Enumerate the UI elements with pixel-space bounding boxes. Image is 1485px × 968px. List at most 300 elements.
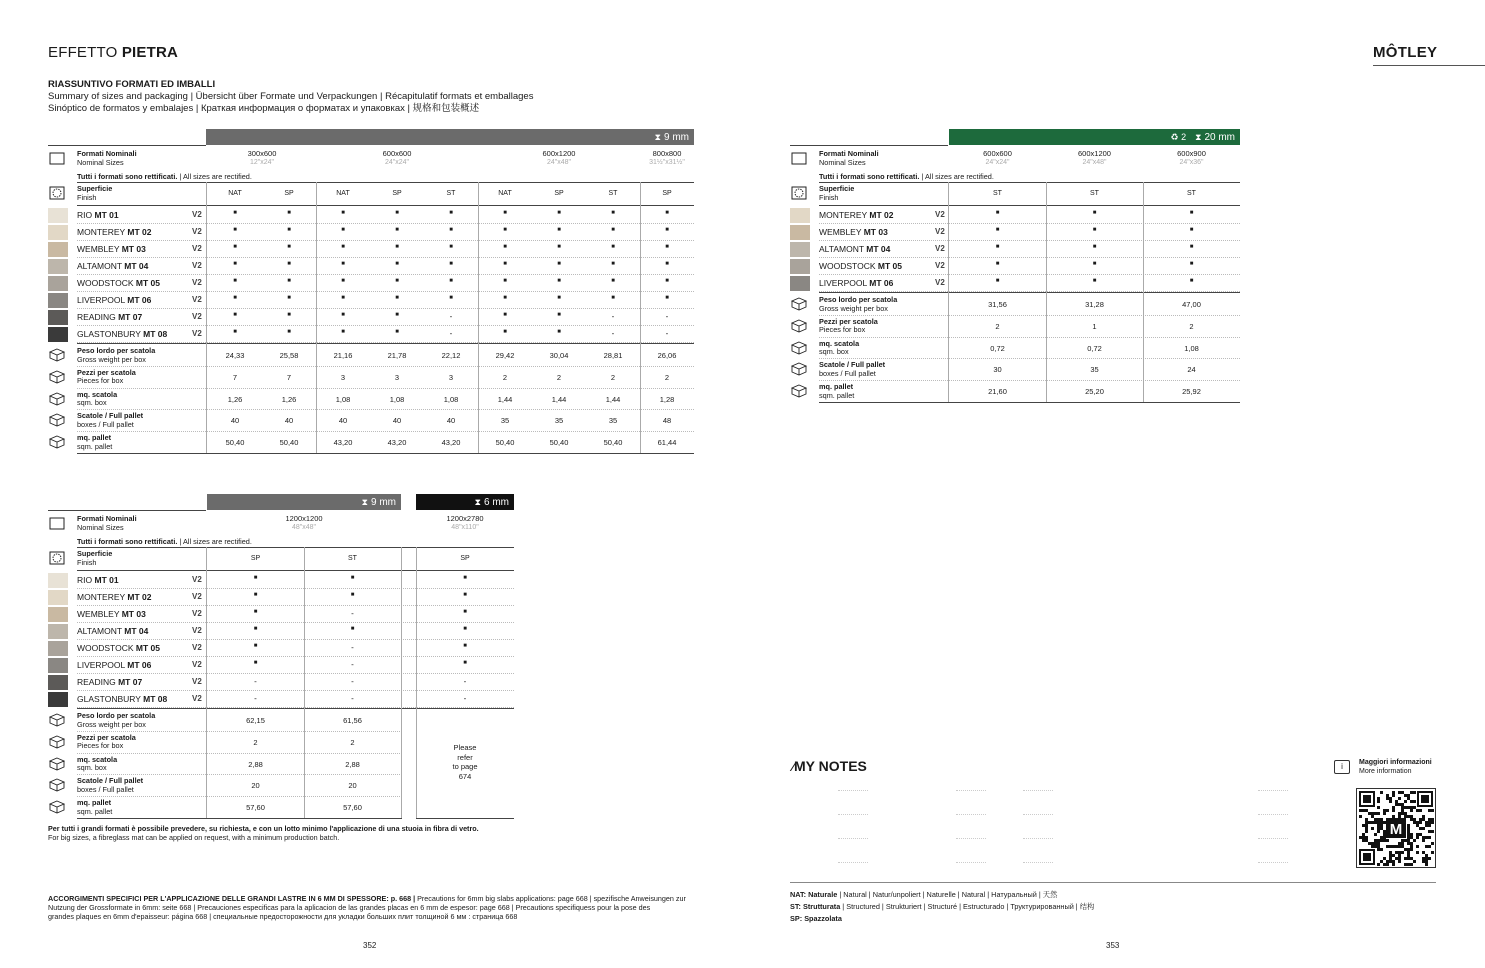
pack-value: 1,44 (605, 394, 621, 404)
pack-value: 1,26 (281, 394, 297, 404)
rectified-note: Tutti i formati sono rettificati. | All sizes are rectified. (77, 537, 252, 546)
pack-value: 61,44 (657, 438, 677, 448)
v2-label: V2 (192, 575, 202, 584)
availability-mark: ■ (503, 329, 507, 335)
color-swatch (48, 641, 68, 656)
size-inch: 48"x48" (291, 523, 317, 531)
v2-label: V2 (192, 227, 202, 236)
my-notes-title: ∕MY NOTES (792, 758, 867, 774)
pack-value: 50,40 (603, 438, 623, 448)
pack-value: 62,15 (246, 716, 265, 725)
thickness-icon: ⧗ (1195, 131, 1202, 142)
pack-value: 1,28 (659, 394, 675, 404)
availability-mark: ■ (341, 312, 345, 318)
availability-mark: ■ (287, 227, 291, 233)
availability-mark: - (351, 677, 354, 686)
pack-value: 40 (446, 416, 456, 426)
availability-mark: ■ (395, 227, 399, 233)
row-divider (77, 622, 514, 623)
divider (790, 145, 948, 146)
v2-label: V2 (192, 677, 202, 686)
availability-mark: ■ (1092, 261, 1097, 267)
product-name: MONTEREY MT 02 (77, 592, 152, 602)
pack-value: 31,28 (1085, 300, 1104, 309)
divider (1373, 65, 1485, 66)
pack-value: 50,40 (549, 438, 569, 448)
row-divider (77, 605, 514, 606)
pack-value: 24 (1187, 365, 1196, 375)
color-swatch (790, 276, 810, 291)
row-divider (77, 257, 694, 258)
pack-label: Peso lordo per scatola Gross weight per box (77, 346, 156, 364)
page-title: EFFETTO PIETRA (48, 44, 179, 61)
row-divider (77, 774, 402, 775)
availability-mark: ■ (449, 244, 453, 250)
pack-label: Pezzi per scatola Pieces for box (77, 732, 136, 751)
availability-mark: ■ (503, 210, 507, 216)
availability-mark: ■ (611, 244, 615, 250)
pack-label: Scatole / Full pallet boxes / Full pallet (77, 411, 144, 429)
v2-label: V2 (192, 694, 202, 703)
finish-code: ST (446, 190, 456, 197)
availability-mark: ■ (341, 210, 345, 216)
thickness-icon: ⧗ (654, 131, 661, 142)
size-mm: 800x800 (652, 149, 682, 158)
pack-value: 48 (662, 416, 672, 426)
availability-mark: ■ (449, 295, 453, 301)
pack-value: 29,42 (495, 351, 515, 360)
box-icon (790, 150, 806, 165)
row-divider (77, 366, 694, 367)
availability-mark: - (665, 329, 669, 338)
table-big-slabs (48, 494, 514, 819)
pack-value: 40 (230, 416, 240, 426)
thickness-icon: ⧗ (361, 496, 368, 507)
pack-value: 21,16 (333, 351, 353, 360)
availability-mark: - (351, 643, 354, 652)
thickness-label: 9 mm (371, 496, 396, 508)
pack-value: 35 (500, 416, 510, 426)
finish-icon (790, 185, 806, 200)
v2-label: V2 (192, 295, 202, 304)
availability-mark: ■ (611, 278, 615, 284)
availability-mark: ■ (350, 575, 355, 581)
box-icon (48, 150, 64, 165)
availability-mark: ■ (503, 227, 507, 233)
availability-mark: ■ (395, 295, 399, 301)
thickness-label: 9 mm (664, 131, 689, 143)
availability-mark: ■ (503, 244, 507, 250)
note-line (838, 790, 868, 791)
refer-line: 674 (458, 771, 472, 781)
availability-mark: - (463, 694, 467, 703)
pack-value: 26,06 (657, 351, 677, 360)
product-name: MONTEREY MT 02 (819, 210, 894, 220)
divider (819, 182, 1240, 183)
availability-mark: ■ (341, 227, 345, 233)
availability-mark: ■ (1189, 210, 1194, 216)
page-number-left: 352 (363, 941, 377, 950)
color-swatch (48, 692, 68, 707)
finish-code: ST (993, 190, 1002, 197)
availability-mark: ■ (1092, 210, 1097, 216)
note-line (1258, 790, 1288, 791)
size-mm: 600x1200 (542, 149, 576, 158)
color-swatch (790, 208, 810, 223)
thickness-bar (206, 129, 694, 145)
note-line (838, 862, 868, 863)
product-name: RIO MT 01 (77, 210, 119, 220)
pack-label: mq. pallet sqm. pallet (819, 382, 855, 400)
divider (77, 205, 694, 206)
size-mm: 600x600 (382, 149, 412, 158)
pack-value: 57,60 (343, 803, 362, 813)
note-line (1258, 814, 1288, 815)
pack-value: 43,20 (333, 438, 353, 448)
availability-mark: ■ (665, 244, 669, 250)
size-inch: 12"x24" (249, 158, 275, 166)
pack-value: 21,78 (387, 351, 407, 360)
row-divider (77, 388, 694, 389)
pack-label: Scatole / Full pallet boxes / Full pallet (77, 776, 144, 794)
availability-mark: ■ (463, 643, 467, 649)
availability-mark: ■ (1189, 278, 1194, 284)
label-superficie: Superficie Finish (819, 184, 855, 202)
v2-label: V2 (192, 312, 202, 321)
package-icon (48, 434, 64, 449)
availability-mark: ■ (341, 329, 345, 335)
color-swatch (48, 573, 68, 588)
availability-mark: ■ (503, 295, 507, 301)
availability-mark: ■ (395, 210, 399, 216)
pack-value: 2 (610, 372, 616, 382)
divider (77, 708, 514, 709)
availability-mark: ■ (557, 210, 561, 216)
pack-value: 30 (993, 365, 1002, 375)
more-info[interactable] (1334, 758, 1432, 776)
summary-line: Sinóptico de formatos y embalajes | Краткая информация о форматах и упаковках | 规格和包装概述 (48, 103, 480, 114)
availability-mark: ■ (233, 210, 237, 216)
note-line (838, 814, 868, 815)
pack-value: 25,92 (1182, 387, 1201, 397)
row-divider (77, 753, 402, 754)
label-formati: Formati Nominali Nominal Sizes (77, 514, 137, 532)
availability-mark: ■ (233, 278, 237, 284)
label-formati: Formati Nominali Nominal Sizes (819, 149, 879, 167)
label-superficie: Superficie Finish (77, 549, 113, 567)
divider (77, 182, 694, 183)
size-inch: 24"x48" (546, 158, 572, 166)
color-swatch (790, 259, 810, 274)
info-icon: i (1334, 760, 1350, 774)
pack-value: 3 (340, 372, 346, 382)
note-line (1023, 814, 1053, 815)
note-line (956, 862, 986, 863)
availability-mark: ■ (341, 261, 345, 267)
availability-mark: ■ (395, 261, 399, 267)
size-mm: 600x900 (1177, 149, 1206, 158)
product-name: READING MT 07 (77, 312, 143, 322)
availability-mark: ■ (350, 626, 355, 632)
size-mm: 300x600 (247, 149, 277, 158)
divider (416, 818, 514, 819)
box-icon (48, 515, 64, 530)
nominal-size (316, 150, 478, 167)
availability-mark: ■ (395, 329, 399, 335)
rectified-note: Tutti i formati sono rettificati. | All sizes are rectified. (819, 172, 994, 181)
note-line (1023, 790, 1053, 791)
availability-mark: ■ (287, 210, 291, 216)
pack-value: 28,81 (603, 351, 623, 360)
pack-value: 3 (448, 372, 454, 382)
product-name: RIO MT 01 (77, 575, 119, 585)
row-divider (77, 274, 694, 275)
thickness-bar (207, 494, 401, 510)
availability-mark: ■ (557, 278, 561, 284)
pack-value: 47,00 (1182, 300, 1201, 309)
availability-mark: ■ (233, 261, 237, 267)
pack-value: 43,20 (441, 438, 461, 448)
more-info-it: Maggiori informazioni (1359, 759, 1432, 766)
finish-code: SP (392, 190, 402, 197)
package-icon (48, 347, 64, 362)
finish-code: NAT (336, 190, 350, 197)
package-icon (48, 777, 64, 792)
finish-code: SP (250, 555, 261, 562)
availability-mark: ■ (1092, 227, 1097, 233)
nominal-size (478, 150, 640, 167)
pack-value: 57,60 (246, 803, 265, 813)
availability-mark: ■ (449, 210, 453, 216)
package-icon (48, 369, 64, 384)
row-divider (819, 223, 1240, 224)
precautions-note: ACCORGIMENTI SPECIFICI PER L'APPLICAZIONE DELLE GRANDI LASTRE IN 6 MM DI SPESSORE: p. 668 | Precautions for 6mm big slabs applications: page 668 | spezifische Anweisungen zur Nutzung der Grossformate in 6mm: seite 668 | Precauciones especificas para la aplicacion de las grandes placas en 6 mm de espesor: page 668 | Precautions specifiquess pour la pose des grandes plaques en 6mm d'epaisseur: página 668 | специальные предосторожности для укладки больших плит толщиной 6 мм : страница 668 (48, 894, 686, 921)
availability-mark: - (611, 329, 615, 338)
big-format-note: Per tutti i grandi formati è possibile prevedere, su richiesta, e con un lotto minimo l'applicazione di una stuoia in fibra di vetro. For big sizes, a fibreglass mat can be applied on request, with a minimum production batch. (48, 824, 479, 842)
summary-title: RIASSUNTIVO FORMATI ED IMBALLI (48, 79, 216, 90)
availability-mark: ■ (503, 312, 507, 318)
availability-mark: ■ (463, 592, 467, 598)
availability-mark: - (463, 677, 467, 686)
divider (48, 510, 206, 511)
finish-code: ST (1090, 190, 1099, 197)
pack-value: 50,40 (225, 438, 245, 448)
availability-mark: - (449, 312, 453, 321)
pack-value: 2 (502, 372, 508, 382)
pack-value: 40 (284, 416, 294, 426)
availability-mark: - (351, 660, 354, 669)
availability-mark: ■ (287, 244, 291, 250)
pack-value: 31,56 (988, 300, 1007, 309)
availability-mark: ■ (449, 261, 453, 267)
color-swatch (48, 208, 68, 223)
row-divider (77, 409, 694, 410)
v2-label: V2 (192, 609, 202, 618)
availability-mark: - (611, 312, 615, 321)
more-info-en: More information (1359, 768, 1412, 775)
nominal-size (416, 515, 514, 532)
finish-code: ST (348, 555, 357, 562)
product-name: LIVERPOOL MT 06 (77, 295, 152, 305)
availability-mark: ■ (395, 244, 399, 250)
column-divider (206, 182, 207, 453)
availability-mark: ■ (253, 643, 258, 649)
note-line (1023, 862, 1053, 863)
label-superficie: Superficie Finish (77, 184, 113, 202)
table-20mm-formats (790, 129, 1240, 404)
pack-label: Pezzi per scatola Pieces for box (77, 367, 136, 386)
package-icon (790, 296, 806, 311)
color-swatch (48, 624, 68, 639)
pack-value: 20 (251, 781, 260, 791)
pack-value: 1,08 (335, 394, 351, 404)
v2-label: V2 (192, 660, 202, 669)
pack-value: 21,60 (988, 387, 1007, 397)
pack-value: 40 (392, 416, 402, 426)
availability-mark: ■ (233, 312, 237, 318)
row-divider (77, 656, 514, 657)
divider (48, 145, 206, 146)
nominal-size (1143, 150, 1240, 167)
availability-mark: ■ (611, 295, 615, 301)
row-divider (819, 240, 1240, 241)
divider (77, 570, 514, 571)
package-icon (790, 361, 806, 376)
pack-label: Peso lordo per scatola Gross weight per box (819, 295, 898, 313)
availability-mark: ■ (665, 261, 669, 267)
availability-mark: ■ (253, 626, 258, 632)
product-name: WOODSTOCK MT 05 (819, 261, 902, 271)
availability-mark: - (351, 694, 354, 703)
size-inch: 31½"x31½" (649, 158, 685, 166)
color-swatch (48, 276, 68, 291)
page-number-right: 353 (1106, 941, 1120, 950)
pack-value: 2 (350, 737, 355, 747)
pack-label: mq. scatola sqm. box (77, 754, 118, 773)
availability-mark: ■ (611, 227, 615, 233)
row-divider (819, 380, 1240, 381)
row-divider (77, 325, 694, 326)
pack-label: Scatole / Full pallet boxes / Full pallet (819, 360, 886, 378)
pack-value: 50,40 (279, 438, 299, 448)
color-swatch (48, 259, 68, 274)
nominal-size (207, 515, 401, 532)
v2-label: V2 (935, 227, 945, 236)
availability-mark: ■ (463, 660, 467, 666)
availability-mark: ■ (287, 312, 291, 318)
product-name: MONTEREY MT 02 (77, 227, 152, 237)
row-divider (77, 690, 514, 691)
finish-icon (48, 185, 64, 200)
rectified-note: Tutti i formati sono rettificati. | All sizes are rectified. (77, 172, 252, 181)
availability-mark: ■ (341, 295, 345, 301)
pack-value: 35 (608, 416, 618, 426)
pack-value: 1,26 (227, 394, 243, 404)
availability-mark: ■ (1189, 261, 1194, 267)
size-mm: 600x1200 (1078, 149, 1111, 158)
column-divider (478, 182, 479, 453)
v2-label: V2 (192, 261, 202, 270)
finish-code: ST (1187, 190, 1196, 197)
size-inch: 24"x48" (1082, 158, 1107, 166)
row-divider (819, 358, 1240, 359)
qr-code[interactable] (1356, 788, 1436, 868)
finish-code: ST (608, 190, 618, 197)
product-name: ALTAMONT MT 04 (819, 244, 891, 254)
row-divider (77, 431, 694, 432)
row-divider (819, 274, 1240, 275)
finish-code: NAT (228, 190, 242, 197)
size-inch: 24"x24" (384, 158, 410, 166)
v2-label: V2 (192, 643, 202, 652)
column-divider (640, 182, 641, 453)
v2-label: V2 (192, 626, 202, 635)
product-name: LIVERPOOL MT 06 (77, 660, 152, 670)
divider (77, 453, 694, 454)
product-name: WEMBLEY MT 03 (77, 609, 146, 619)
row-divider (819, 337, 1240, 338)
color-swatch (790, 242, 810, 257)
color-swatch (48, 310, 68, 325)
product-name: LIVERPOOL MT 06 (819, 278, 894, 288)
product-name: ALTAMONT MT 04 (77, 626, 149, 636)
row-divider (77, 796, 402, 797)
summary-block (48, 79, 533, 115)
availability-mark: ■ (395, 278, 399, 284)
pack-value: 2,88 (345, 759, 360, 769)
notes-area[interactable] (838, 790, 1288, 870)
brand-logo: MÔTLEY (1373, 44, 1438, 61)
color-swatch (48, 242, 68, 257)
v2-label: V2 (192, 210, 202, 219)
note-line (838, 838, 868, 839)
availability-mark: ■ (995, 210, 1000, 216)
availability-mark: ■ (463, 609, 467, 615)
column-divider (304, 547, 305, 818)
pack-value: 2 (664, 372, 670, 382)
pack-label: Peso lordo per scatola Gross weight per box (77, 711, 156, 729)
pack-value: 2 (556, 372, 562, 382)
column-divider (316, 182, 317, 453)
color-swatch (48, 675, 68, 690)
v2-label: V2 (192, 244, 202, 253)
pack-value: 25,58 (279, 351, 299, 360)
thickness-bar (949, 129, 1240, 145)
row-divider (819, 257, 1240, 258)
row-divider (819, 315, 1240, 316)
pack-value: 35 (554, 416, 564, 426)
column-divider (401, 547, 402, 818)
availability-mark: ■ (233, 244, 237, 250)
availability-mark: ■ (253, 660, 258, 666)
package-icon (48, 734, 64, 749)
pack-value: 2,88 (248, 759, 263, 769)
color-swatch (48, 607, 68, 622)
row-divider (77, 223, 694, 224)
finish-code: SP (662, 190, 672, 197)
availability-mark: ■ (463, 626, 467, 632)
size-inch: 24"x36" (1179, 158, 1204, 166)
pack-value: 2 (995, 321, 1000, 331)
package-icon (48, 391, 64, 406)
availability-mark: ■ (611, 210, 615, 216)
pack-label: Pezzi per scatola Pieces for box (819, 316, 878, 335)
availability-mark: ■ (350, 592, 355, 598)
v2-label: V2 (192, 329, 202, 338)
package-icon (48, 756, 64, 771)
product-name: READING MT 07 (77, 677, 143, 687)
row-divider (77, 673, 514, 674)
